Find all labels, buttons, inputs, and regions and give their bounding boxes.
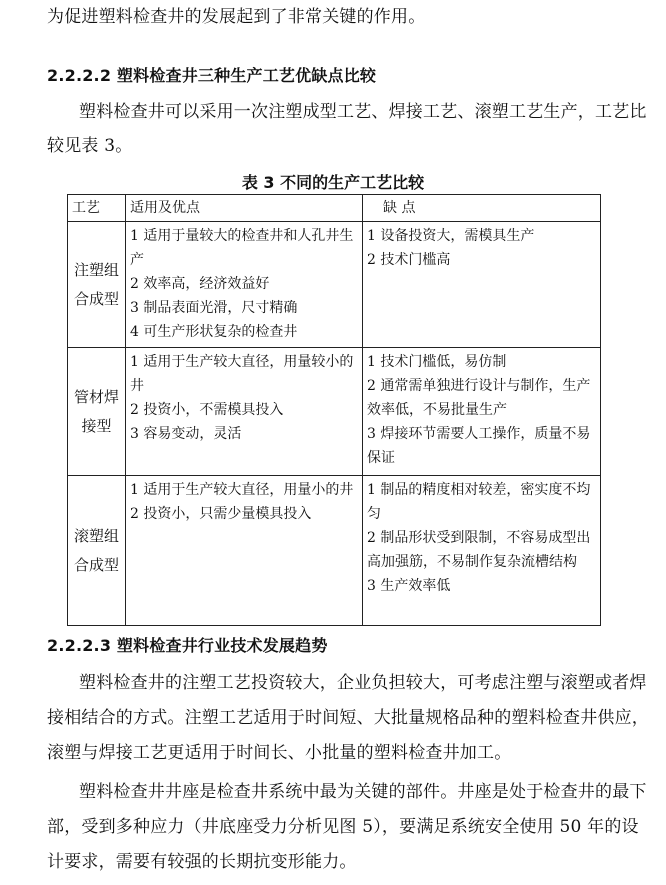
list-item: 1 制品的精度相对较差，密实度不均匀 <box>367 482 591 522</box>
header-disadvantages: 缺 点 <box>363 195 601 222</box>
table-caption: 表 3 不同的生产工艺比较 <box>241 173 425 192</box>
advantages-cell <box>126 476 363 626</box>
list-item: 3 容易变动，灵活 <box>130 426 242 442</box>
paragraph-line: 塑料检查井井座是检查井系统中最为关键的部件。井座是处于检查井的最下 <box>79 782 647 802</box>
paragraph-line: 部，受到多种应力（井底座受力分析见图 5），要满足系统安全使用 50 年的设 <box>47 817 639 837</box>
process-cell: 滚塑组合成型 <box>68 476 126 626</box>
paragraph-line: 塑料检查井可以采用一次注塑成型工艺、焊接工艺、滚塑工艺生产，工艺比 <box>79 102 647 122</box>
list-item: 1 适用于生产较大直径，用量小的井 <box>130 482 354 498</box>
section-heading-2-2-2-3: 2.2.2.3 塑料检查井行业技术发展趋势 <box>47 636 328 655</box>
paragraph-line: 塑料检查井的注塑工艺投资较大，企业负担较大，可考虑注塑与滚塑或者焊 <box>79 673 647 693</box>
list-item: 3 焊接环节需要人工操作，质量不易保证 <box>367 426 591 466</box>
advantages-cell <box>126 222 363 348</box>
table-row <box>68 222 601 348</box>
table-row <box>68 348 601 476</box>
list-item: 2 投资小，不需模具投入 <box>130 402 284 418</box>
list-item: 4 可生产形状复杂的检查井 <box>130 324 298 340</box>
table-row <box>68 476 601 626</box>
list-item: 3 生产效率低 <box>367 578 451 594</box>
process-cell: 注塑组合成型 <box>68 222 126 348</box>
section-heading-2-2-2-2: 2.2.2.2 塑料检查井三种生产工艺优缺点比较 <box>47 66 377 85</box>
table-header-row <box>68 195 601 222</box>
list-item: 3 制品表面光滑，尺寸精确 <box>130 300 298 316</box>
list-item: 1 技术门槛低，易仿制 <box>367 354 507 370</box>
paragraph-line: 接相结合的方式。注塑工艺适用于时间短、大批量规格品种的塑料检查井供应， <box>47 708 649 728</box>
paragraph-line: 为促进塑料检查井的发展起到了非常关键的作用。 <box>47 7 426 27</box>
header-advantages: 适用及优点 <box>126 195 363 222</box>
disadvantages-cell <box>363 348 601 476</box>
paragraph-line: 计要求，需要有较强的长期抗变形能力。 <box>47 852 357 872</box>
list-item: 1 适用于生产较大直径，用量较小的井 <box>130 354 354 394</box>
process-cell: 管材焊接型 <box>68 348 126 476</box>
list-item: 2 制品形状受到限制，不容易成型出高加强筋，不易制作复杂流槽结构 <box>367 530 591 570</box>
advantages-cell <box>126 348 363 476</box>
header-process: 工艺 <box>68 195 126 222</box>
disadvantages-cell <box>363 222 601 348</box>
process-comparison-table <box>67 194 601 626</box>
paragraph-line: 较见表 3。 <box>47 136 133 156</box>
paragraph-line: 滚塑与焊接工艺更适用于时间长、小批量的塑料检查井加工。 <box>47 743 512 763</box>
list-item: 2 技术门槛高 <box>367 252 451 268</box>
list-item: 2 通常需单独进行设计与制作，生产效率低，不易批量生产 <box>367 378 591 418</box>
list-item: 1 适用于量较大的检查井和人孔井生产 <box>130 228 354 268</box>
disadvantages-cell <box>363 476 601 626</box>
list-item: 2 投资小，只需少量模具投入 <box>130 506 312 522</box>
list-item: 1 设备投资大，需模具生产 <box>367 228 535 244</box>
list-item: 2 效率高，经济效益好 <box>130 276 270 292</box>
